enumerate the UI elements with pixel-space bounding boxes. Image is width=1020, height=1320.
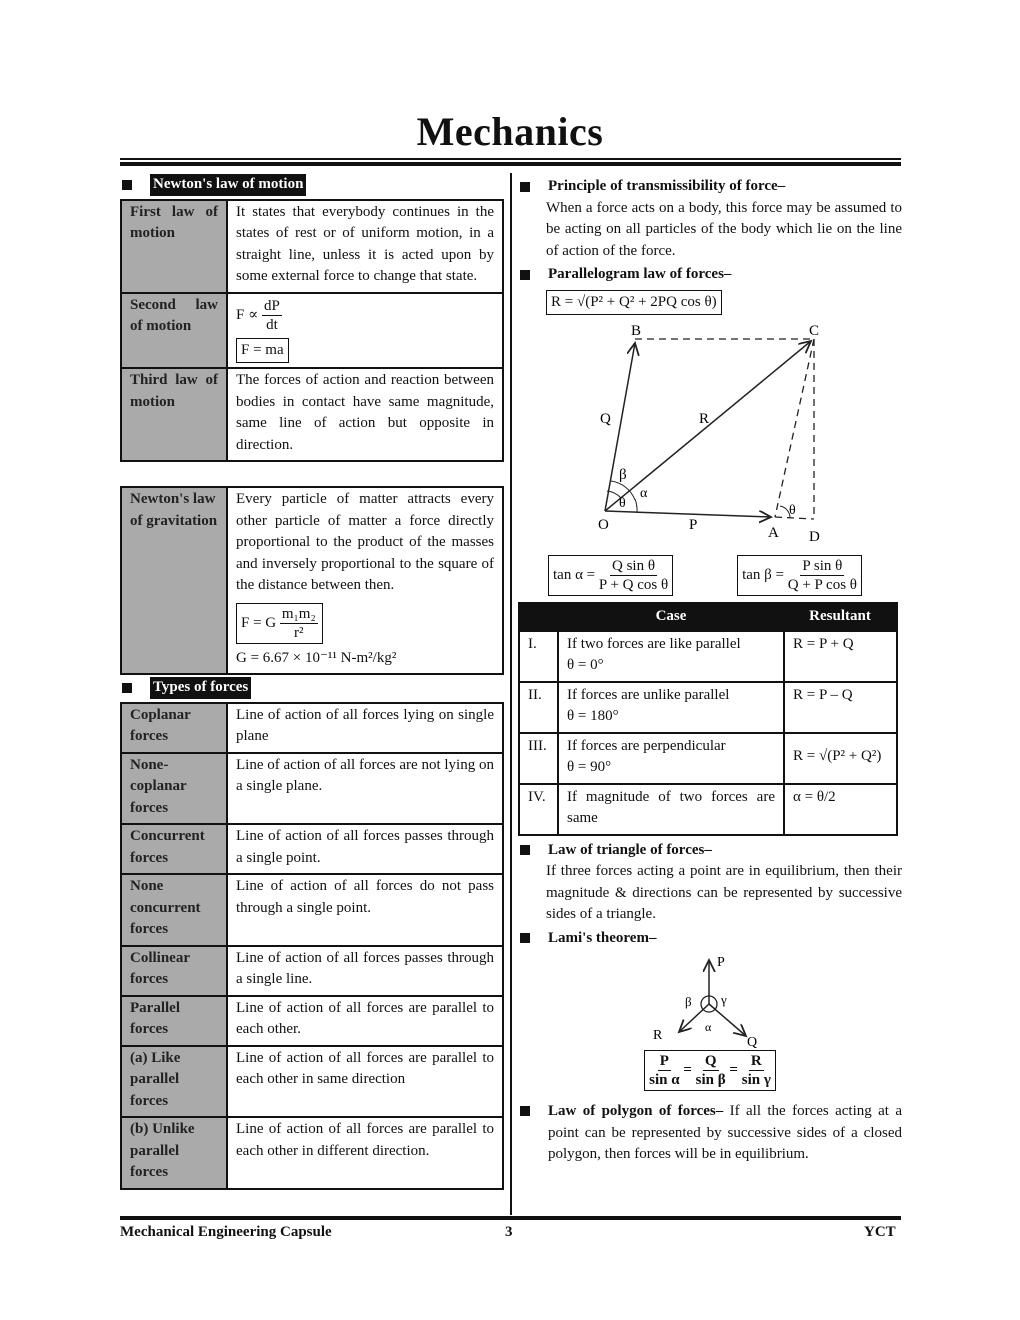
square-bullet-icon (520, 845, 530, 855)
table-row: III. If forces are perpendicular θ = 90° R = √(P² + Q²) (519, 733, 897, 784)
table-row: None-coplanar forces Line of action of all forces are not lying on a single plane. (121, 753, 503, 825)
section-heading-newton: Newton's law of motion (120, 174, 504, 196)
formula-parallelogram: R = √(P² + Q² + 2PQ cos θ) (546, 290, 722, 316)
svg-text:A: A (768, 525, 779, 541)
transmissibility-text: When a force acts on a body, this force may be assumed to be acting on all particles of the body which lie on the line of action of the force. (546, 199, 902, 259)
square-bullet-icon (520, 1106, 530, 1116)
table-row: II. If forces are unlike parallel θ = 180° R = P – Q (519, 682, 897, 733)
footer-rule (120, 1216, 901, 1220)
left-column (120, 174, 504, 1190)
svg-text:β: β (619, 467, 627, 483)
svg-text:P: P (689, 517, 698, 533)
gravitational-constant: G = 6.67 × 10⁻¹¹ N-m²/kg² (236, 649, 397, 666)
page-title: Mechanics (416, 109, 604, 154)
tan-formulas (518, 555, 902, 596)
table-header-row: Case Resultant (519, 603, 897, 631)
square-bullet-icon (520, 270, 530, 280)
title-rule-thin (120, 158, 901, 160)
table-row: Parallel forces Line of action of all forces are parallel to each other. (121, 996, 503, 1046)
table-row: None concurrent forces Line of action of all forces do not pass through a single point. (121, 874, 503, 946)
svg-text:θ: θ (619, 496, 626, 511)
section-heading-parallelogram: Parallelogram law of forces– (518, 264, 902, 286)
section-heading-lami: Lami's theorem– (518, 928, 902, 950)
page-number: 3 (505, 1224, 513, 1240)
footer-right: YCT (864, 1224, 896, 1240)
table-row: Newton's law of gravitation Every particle of matter attracts every other particle of matter a force directly proportional to the product of the masses and inversely proportional to the square of the distance between then. F = G $\frac{\text{m₁m₂}}{\text{r²}}$ G = 6.67 × 10⁻¹¹ N-m²/kg² (121, 487, 503, 674)
table-row: Coplanar forces Line of action of all forces lying on single plane (121, 703, 503, 753)
svg-text:D: D (809, 529, 820, 545)
newton-laws-table (120, 199, 504, 463)
table-row: Concurrent forces Line of action of all forces passes through a single point. (121, 824, 503, 874)
table-row: First law of motion It states that everybody continues in the states of rest or of uniform motion, in a straight line, unless it is acted upon by some external force to change that state. (121, 200, 503, 293)
column-divider (510, 173, 512, 1215)
formula-lami: $\frac{P}{\text{sin α}}$ = $\frac{Q}{\text{sin β}}$ = $\frac{R}{\text{sin γ}}$ (644, 1050, 776, 1091)
section-polygon: Law of polygon of forces– If all the forces acting at a point can be represented by successive sides of a closed polygon, then forces will be in equilibrium. (518, 1101, 902, 1166)
formula-tan-alpha: tan α = $\frac{\text{Q sin θ}}{\text{P + Q cos θ}}$ (548, 555, 673, 596)
title-rule-thick (120, 162, 901, 166)
right-column (518, 176, 902, 1166)
square-bullet-icon (520, 933, 530, 943)
table-row: Third law of motion The forces of action and reaction between bodies in contact have same magnitude, same line of action but opposite in direction. (121, 368, 503, 461)
svg-text:P: P (717, 955, 725, 970)
section-heading-transmissibility: Principle of transmissibility of force– (518, 176, 902, 198)
lami-diagram (518, 952, 902, 1048)
svg-text:α: α (640, 486, 648, 501)
table-row: (b) Unlike parallel forces Line of action of all forces are parallel to each other in different direction. (121, 1117, 503, 1189)
footer-left: Mechanical Engineering Capsule (120, 1224, 332, 1240)
table-row: Second law of motion F ∝ $\frac{dP}{dt}$ F = ma (121, 293, 503, 369)
svg-text:R: R (699, 411, 710, 427)
svg-text:Q: Q (600, 411, 611, 427)
svg-text:β: β (685, 994, 692, 1009)
svg-text:Q: Q (747, 1035, 758, 1048)
square-bullet-icon (122, 180, 132, 190)
parallelogram-diagram (518, 321, 902, 553)
resultant-cases-table (518, 602, 898, 836)
table-row: (a) Like parallel forces Line of action of all forces are parallel to each other in same direction (121, 1046, 503, 1118)
table-row: Collinear forces Line of action of all forces passes through a single line. (121, 946, 503, 996)
svg-text:α: α (705, 1020, 712, 1034)
table-row: I. If two forces are like parallel θ = 0° R = P + Q (519, 631, 897, 682)
formula-tan-beta: tan β = $\frac{\text{P sin θ}}{\text{Q + P cos θ}}$ (737, 555, 862, 596)
triangle-text: If three forces acting a point are in equilibrium, then their magnitude & directions can be represented by successive sides of a triangle. (546, 863, 902, 922)
svg-text:θ: θ (789, 503, 796, 518)
svg-text:B: B (631, 323, 642, 339)
svg-text:C: C (809, 323, 820, 339)
svg-text:R: R (653, 1028, 663, 1043)
formula-f-prop-dp-dt: F ∝ $\frac{dP}{dt}$ (236, 297, 280, 333)
formula-f-ma: F = ma (236, 338, 289, 364)
square-bullet-icon (122, 683, 132, 693)
table-row: IV. If magnitude of two forces are same α = θ/2 (519, 784, 897, 835)
square-bullet-icon (520, 182, 530, 192)
gravitation-table (120, 486, 504, 675)
section-heading-types: Types of forces (120, 677, 504, 699)
formula-gravitation: F = G $\frac{\text{m₁m₂}}{\text{r²}}$ (236, 603, 323, 644)
types-of-forces-table (120, 702, 504, 1190)
svg-text:γ: γ (721, 992, 727, 1007)
svg-text:O: O (598, 517, 609, 533)
section-heading-triangle: Law of triangle of forces– (518, 840, 902, 862)
